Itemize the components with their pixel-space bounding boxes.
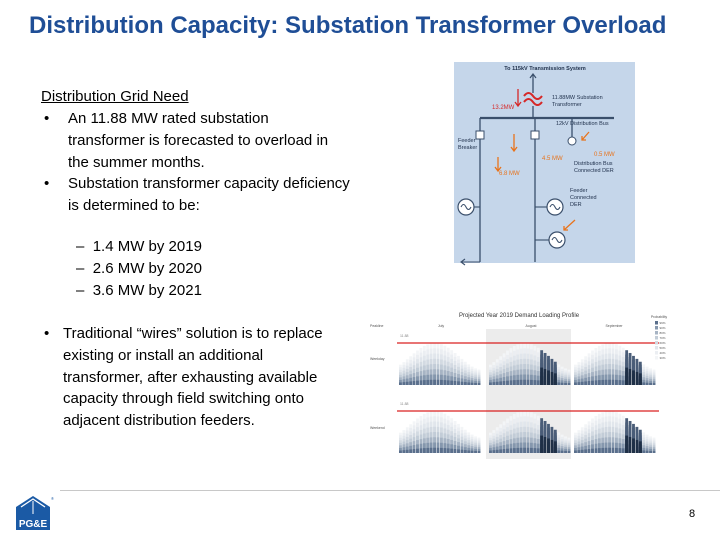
profile-bar xyxy=(399,450,402,453)
profile-bar xyxy=(601,448,604,453)
text-line: existing or install an additional xyxy=(63,346,264,364)
profile-bar xyxy=(471,383,474,385)
profile-bar xyxy=(564,451,567,453)
profile-bar xyxy=(581,450,584,453)
profile-bar xyxy=(574,382,577,385)
profile-bar xyxy=(399,382,402,385)
sub-bullet-list xyxy=(76,236,202,301)
profile-bar xyxy=(461,382,464,385)
profile-bar xyxy=(601,380,604,385)
legend-swatch xyxy=(655,346,658,350)
profile-bar xyxy=(568,451,571,453)
bullet-marker: • xyxy=(44,175,50,192)
profile-bar xyxy=(649,383,652,385)
profile-bar xyxy=(564,383,567,385)
text-line: An 11.88 MW rated substation xyxy=(68,110,269,127)
profile-bar xyxy=(506,381,509,385)
profile-bar xyxy=(595,448,598,453)
legend-swatch xyxy=(655,341,658,345)
transformer-label-line: Transformer xyxy=(552,102,582,108)
legend-swatch xyxy=(655,351,658,355)
profile-bar xyxy=(510,448,513,453)
month-label: August xyxy=(525,324,537,328)
profile-bar xyxy=(423,380,426,385)
profile-bar xyxy=(447,448,450,453)
profile-bar xyxy=(561,451,564,453)
legend-swatch xyxy=(655,331,658,335)
profile-bar xyxy=(478,383,481,385)
profile-bar xyxy=(474,451,477,453)
profile-bar xyxy=(409,449,412,453)
profile-bar xyxy=(461,450,464,453)
profile-bar xyxy=(409,381,412,385)
profile-bar xyxy=(503,381,506,385)
profile-bar xyxy=(639,382,642,385)
text-line: is determined to be: xyxy=(68,196,200,214)
transformer-label-line: 11.88MW Substation xyxy=(552,95,603,101)
profile-bar xyxy=(499,449,502,453)
profile-bar xyxy=(426,380,429,385)
chart-left-label: Peakline xyxy=(370,324,384,328)
sub-bullet-text: 2.6 MW by 2020 xyxy=(92,259,202,277)
profile-bar xyxy=(489,450,492,453)
profile-bar xyxy=(561,383,564,385)
profile-bar xyxy=(581,382,584,385)
profile-bar xyxy=(433,380,436,385)
profile-bar xyxy=(537,380,540,385)
profile-bar xyxy=(440,448,443,453)
profile-bar xyxy=(554,382,557,385)
profile-bar xyxy=(605,380,608,385)
profile-bar xyxy=(605,448,608,453)
page-number: 8 xyxy=(689,508,696,520)
sub-bullet xyxy=(76,280,202,302)
profile-bar xyxy=(443,380,446,385)
profile-bar xyxy=(478,451,481,453)
company-logo xyxy=(13,494,53,532)
feeder-der-label-line: Connected xyxy=(570,195,597,201)
logo-text: PG&E xyxy=(18,519,48,530)
limit-value-label: 11.88 xyxy=(400,334,409,338)
bus-label: 12kV Distribution Bus xyxy=(556,121,609,127)
profile-bar xyxy=(639,450,642,453)
feeder-breaker-label xyxy=(458,138,477,151)
profile-bar xyxy=(457,381,460,385)
dash-marker: – xyxy=(76,259,85,277)
profile-bar xyxy=(577,450,580,453)
profile-bar xyxy=(591,449,594,453)
profile-bar xyxy=(474,383,477,385)
bus-der-label-line: Distribution Bus xyxy=(574,161,613,167)
profile-bar xyxy=(653,383,656,385)
profile-bar xyxy=(557,450,560,453)
profile-bar xyxy=(447,380,450,385)
bullet-text-wires-solution xyxy=(63,323,323,432)
profile-bar xyxy=(464,450,467,453)
feeder-der-label-line: DER xyxy=(570,202,582,208)
profile-bar xyxy=(646,451,649,453)
dash-marker: – xyxy=(76,238,85,255)
profile-bar xyxy=(588,381,591,385)
sub-bullet-text: 1.4 MW by 2019 xyxy=(92,238,202,255)
profile-bar xyxy=(642,450,645,453)
bullet-text-transformer xyxy=(68,108,328,173)
feeder-breaker-icon xyxy=(531,131,539,139)
legend-label: 60% xyxy=(659,341,666,345)
profile-bar xyxy=(629,449,632,453)
profile-bar xyxy=(653,451,656,453)
profile-bar xyxy=(440,380,443,385)
profile-bar xyxy=(568,383,571,385)
profile-bar xyxy=(618,380,621,385)
feeder-breaker-icon xyxy=(476,131,484,139)
profile-bar xyxy=(595,380,598,385)
profile-bar xyxy=(437,380,440,385)
sub-bullet xyxy=(76,236,202,258)
load-13-2-label: 13.2MW xyxy=(492,105,515,111)
profile-bar xyxy=(496,450,499,453)
profile-bar xyxy=(402,450,405,453)
profile-bar xyxy=(406,450,409,453)
profile-bar xyxy=(416,381,419,385)
profile-bar xyxy=(533,380,536,385)
profile-bar xyxy=(426,448,429,453)
profile-bar xyxy=(450,449,453,453)
profile-bar xyxy=(577,382,580,385)
text-line: the summer months. xyxy=(68,153,205,171)
profile-bar xyxy=(642,382,645,385)
legend-label: 70% xyxy=(659,336,666,340)
profile-bar xyxy=(413,381,416,385)
bullet-text-deficiency xyxy=(68,173,350,217)
profile-bar xyxy=(516,380,519,385)
profile-bar xyxy=(420,448,423,453)
legend-swatch xyxy=(655,336,658,340)
text-line: Traditional “wires” solution is to replace xyxy=(63,325,323,342)
profile-bar xyxy=(537,448,540,453)
feeder-2-mw: 4.5 MW xyxy=(542,156,563,162)
profile-bar xyxy=(615,380,618,385)
profile-bar xyxy=(443,448,446,453)
profile-bar xyxy=(551,382,554,385)
profile-bar xyxy=(557,382,560,385)
feeder-breaker-label-line: Feeder xyxy=(458,138,476,144)
legend-title: Probability xyxy=(650,315,668,319)
profile-bar xyxy=(649,451,652,453)
bus-der-label xyxy=(574,161,614,174)
profile-bar xyxy=(551,450,554,453)
legend-label: 99% xyxy=(659,321,666,325)
feeder-breaker-label-line: Breaker xyxy=(458,145,478,151)
profile-bar xyxy=(527,380,530,385)
profile-bar xyxy=(574,450,577,453)
profile-bar xyxy=(433,448,436,453)
profile-bar xyxy=(416,449,419,453)
profile-bar xyxy=(533,448,536,453)
sub-bullet xyxy=(76,258,202,280)
profile-bar xyxy=(464,382,467,385)
profile-bar xyxy=(632,449,635,453)
legend-label: 50% xyxy=(659,346,666,350)
profile-bar xyxy=(454,381,457,385)
bullet-marker: • xyxy=(44,325,50,342)
legend-label: 90% xyxy=(659,326,666,330)
profile-bar xyxy=(625,381,628,385)
profile-bar xyxy=(471,451,474,453)
legend-swatch xyxy=(655,356,658,360)
demand-loading-profile-chart xyxy=(369,313,666,463)
dash-marker: – xyxy=(76,281,85,299)
profile-bar xyxy=(457,449,460,453)
profile-bar xyxy=(544,381,547,385)
profile-bar xyxy=(510,380,513,385)
feeder-der-label-line: Feeder xyxy=(570,188,588,194)
profile-bar xyxy=(540,381,543,385)
legend-swatch xyxy=(655,326,658,330)
legend-swatch xyxy=(655,321,658,325)
slide-title: Distribution Capacity: Substation Transformer Overload xyxy=(29,12,667,39)
month-label: July xyxy=(437,324,445,328)
profile-bar xyxy=(547,381,550,385)
profile-bar xyxy=(584,449,587,453)
profile-bar xyxy=(632,381,635,385)
profile-bar xyxy=(454,449,457,453)
bus-der-mw: 0.5 MW xyxy=(594,152,615,158)
profile-bar xyxy=(489,382,492,385)
profile-bar xyxy=(520,380,523,385)
text-line: adjacent distribution feeders. xyxy=(63,412,255,430)
text-line: Substation transformer capacity deficiency xyxy=(68,175,350,192)
profile-bar xyxy=(496,382,499,385)
row-label: Weekend xyxy=(370,426,385,430)
profile-bar xyxy=(513,380,516,385)
profile-bar xyxy=(420,380,423,385)
profile-bar xyxy=(622,380,625,385)
transmission-label: To 115kV Transmission System xyxy=(504,66,586,72)
profile-bar xyxy=(608,448,611,453)
profile-bar xyxy=(598,448,601,453)
text-line: transformer, after exhausting available xyxy=(63,368,318,386)
legend-label: 40% xyxy=(659,351,666,355)
profile-bar xyxy=(523,380,526,385)
profile-bar xyxy=(608,380,611,385)
profile-bar xyxy=(413,449,416,453)
section-heading: Distribution Grid Need xyxy=(41,88,189,105)
profile-bar xyxy=(513,448,516,453)
chart-title: Projected Year 2019 Demand Loading Profile xyxy=(458,313,580,319)
profile-bar xyxy=(544,449,547,453)
profile-bar xyxy=(503,449,506,453)
bus-der-generator-icon xyxy=(568,137,576,145)
profile-bar xyxy=(622,448,625,453)
profile-bar xyxy=(430,380,433,385)
logo-registered: ® xyxy=(51,496,54,501)
profile-bar xyxy=(584,381,587,385)
profile-bar xyxy=(547,449,550,453)
profile-bar xyxy=(591,381,594,385)
limit-value-label: 11.88 xyxy=(400,402,409,406)
profile-bar xyxy=(423,448,426,453)
text-line: transformer is forecasted to overload in xyxy=(68,131,329,149)
profile-bar xyxy=(588,449,591,453)
profile-bar xyxy=(523,448,526,453)
profile-bar xyxy=(437,448,440,453)
profile-bar xyxy=(615,448,618,453)
profile-bar xyxy=(540,449,543,453)
profile-bar xyxy=(402,382,405,385)
sub-bullet-text: 3.6 MW by 2021 xyxy=(92,281,202,299)
profile-bar xyxy=(506,449,509,453)
month-label: September xyxy=(605,324,623,328)
profile-bar xyxy=(499,381,502,385)
footer-divider xyxy=(60,490,720,491)
profile-bar xyxy=(646,383,649,385)
substation-one-line-diagram xyxy=(454,62,635,263)
feeder-1-mw: 6.8 MW xyxy=(499,171,520,177)
profile-bar xyxy=(406,382,409,385)
legend-label: 80% xyxy=(659,331,666,335)
profile-bar xyxy=(625,449,628,453)
profile-bar xyxy=(530,448,533,453)
text-line: capacity through field switching onto xyxy=(63,390,304,408)
profile-bar xyxy=(612,448,615,453)
bullet-marker: • xyxy=(44,110,50,127)
profile-bar xyxy=(636,382,639,385)
profile-bar xyxy=(636,450,639,453)
profile-bar xyxy=(450,381,453,385)
profile-bar xyxy=(492,450,495,453)
profile-bar xyxy=(492,382,495,385)
profile-bar xyxy=(516,448,519,453)
row-label: Weekday xyxy=(370,357,385,361)
profile-bar xyxy=(554,450,557,453)
profile-bar xyxy=(530,380,533,385)
profile-bar xyxy=(520,448,523,453)
profile-bar xyxy=(467,382,470,385)
profile-bar xyxy=(430,448,433,453)
profile-bar xyxy=(598,380,601,385)
legend-label: 30% xyxy=(659,356,666,360)
profile-bar xyxy=(612,380,615,385)
profile-bar xyxy=(527,448,530,453)
profile-bar xyxy=(618,448,621,453)
profile-bar xyxy=(467,450,470,453)
bus-der-label-line: Connected DER xyxy=(574,168,614,174)
profile-bar xyxy=(629,381,632,385)
